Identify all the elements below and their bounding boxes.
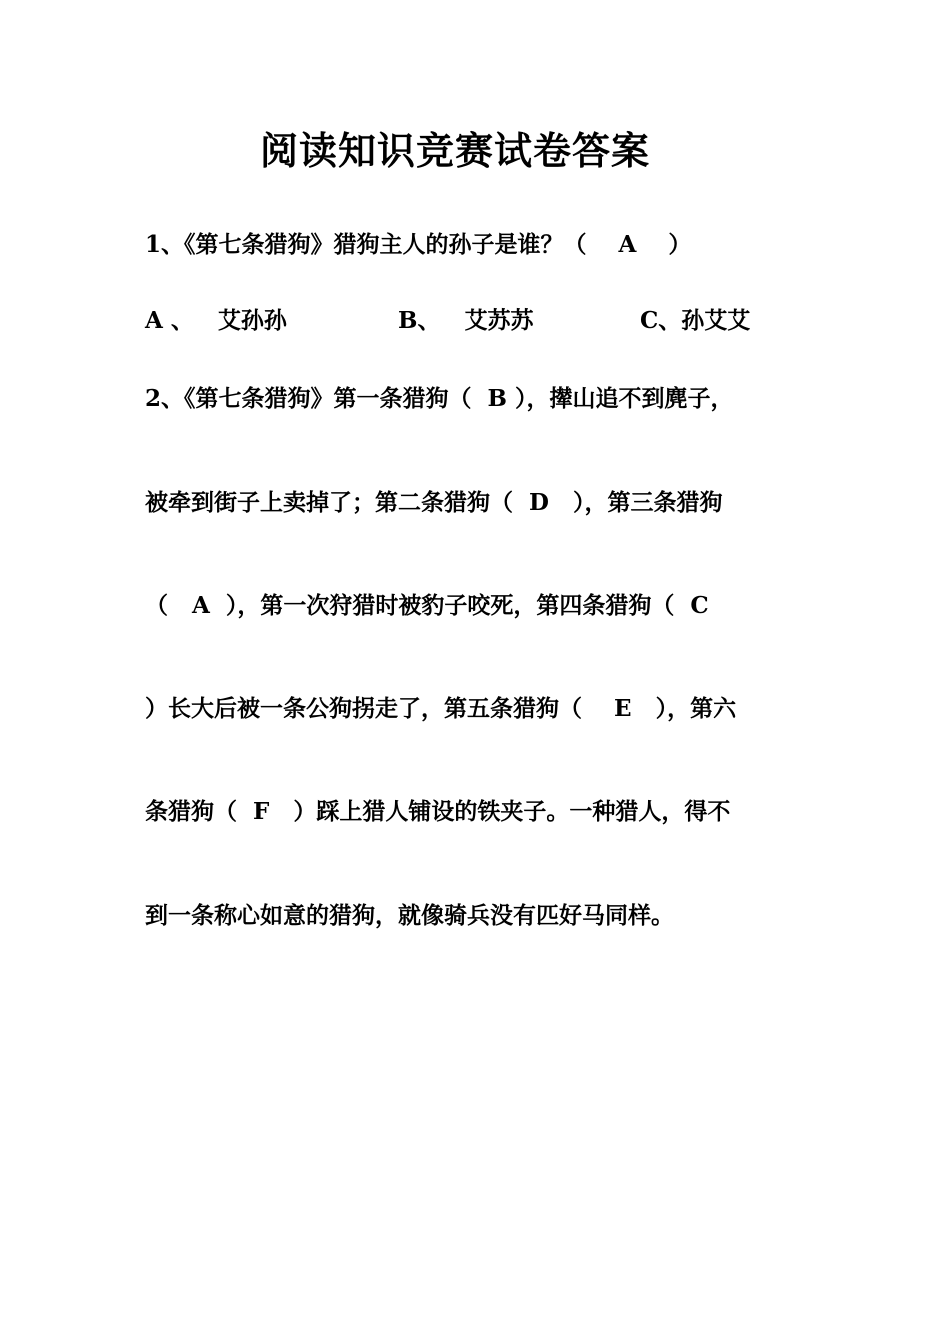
question-2-line-1: 2、《第七条猎狗》第一条猎狗（ B ），撵山追不到麂子， (145, 385, 734, 412)
question-1-option-b: B、 艾苏苏 (398, 307, 534, 334)
question-1-option-a: A 、 艾孙孙 (145, 307, 287, 334)
question-2-line-5: 条猎狗（ F ）踩上猎人铺设的铁夹子。一种猎人，得不 (145, 798, 731, 825)
question-2-line-6: 到一条称心如意的猎狗，就像骑兵没有匹好马同样。 (145, 902, 674, 929)
question-1-option-c: C、孙艾艾 (640, 307, 751, 334)
question-1-text: 1、《第七条猎狗》猎狗主人的孙子是谁？（ A ） (145, 231, 692, 258)
document-title: 阅读知识竞赛试卷答案 (259, 128, 650, 173)
question-2-line-4: ）长大后被一条公狗拐走了，第五条猎狗（ E ），第六 (145, 695, 737, 722)
question-2-line-3: （ A ），第一次狩猎时被豹子咬死，第四条猎狗（ C (145, 592, 709, 619)
question-2-line-2: 被牵到街子上卖掉了；第二条猎狗（ D ），第三条猎狗 (145, 489, 723, 516)
